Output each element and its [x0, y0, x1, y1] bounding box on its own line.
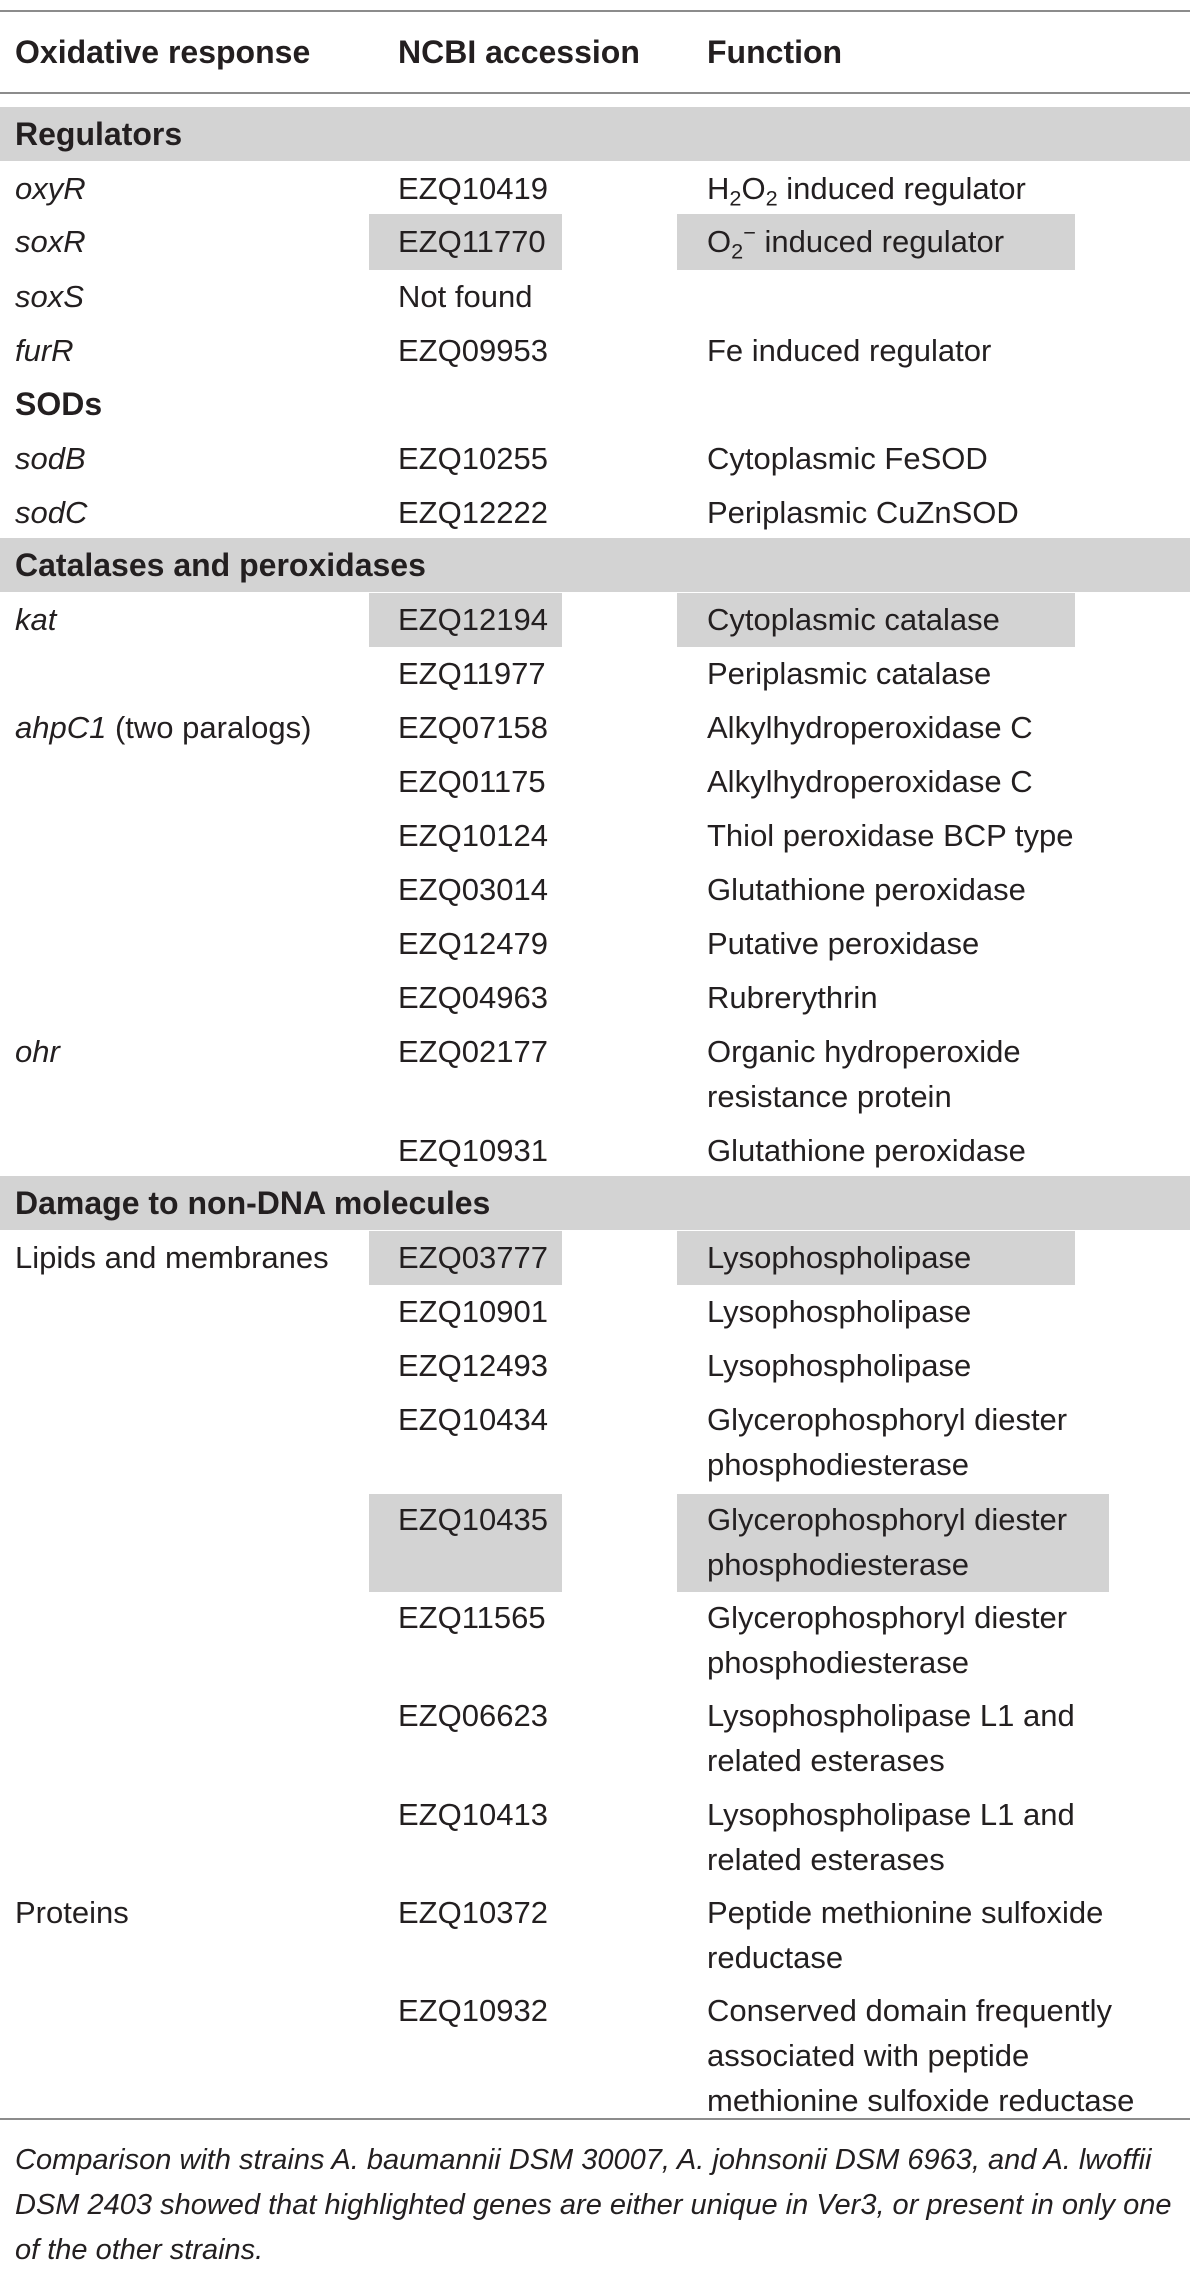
accession-cell: EZQ12194 — [398, 602, 548, 637]
accession-cell: EZQ10901 — [398, 1294, 548, 1329]
section-damage — [0, 1176, 1190, 1230]
table-row — [0, 593, 1190, 647]
table-row — [0, 1888, 1190, 1986]
table-row — [0, 1395, 1190, 1493]
bottom-rule — [0, 2118, 1190, 2120]
table-row — [0, 326, 1190, 378]
function-cell-line1: Peptide methionine sulfoxide — [707, 1895, 1104, 1930]
function-cell-line2: related esterases — [707, 1743, 945, 1778]
function-cell-line2: resistance protein — [707, 1079, 952, 1114]
function-cell-line1: Glycerophosphoryl diester — [707, 1402, 1068, 1437]
function-cell-line2: associated with peptide — [707, 2038, 1030, 2073]
accession-cell: EZQ12493 — [398, 1348, 548, 1383]
function-cell-line1: Conserved domain frequently — [707, 1993, 1112, 2028]
section-label-regulators: Regulators — [15, 116, 183, 152]
accession-cell: EZQ10413 — [398, 1797, 548, 1832]
accession-cell: EZQ01175 — [398, 764, 546, 799]
table-row — [0, 272, 1190, 324]
table-row — [0, 1593, 1190, 1691]
function-cell: Fe induced regulator — [707, 333, 992, 368]
function-cell-line2: phosphodiesterase — [707, 1447, 969, 1482]
function-cell: $O_2^-$ induced regulator — [707, 220, 1005, 264]
function-cell: Alkylhydroperoxidase C — [707, 764, 1033, 799]
table-row — [0, 703, 1190, 755]
table-header — [0, 12, 1190, 92]
accession-cell: EZQ02177 — [398, 1034, 548, 1069]
accession-cell: EZQ11977 — [398, 656, 546, 691]
accession-cell: Not found — [398, 279, 533, 314]
function-cell: Alkylhydroperoxidase C — [707, 710, 1033, 745]
accession-cell: EZQ10255 — [398, 441, 548, 476]
function-cell: Glutathione peroxidase — [707, 1133, 1026, 1168]
response-cell: furR — [15, 333, 74, 368]
function-cell: Periplasmic catalase — [707, 656, 992, 691]
accession-cell: EZQ07158 — [398, 710, 548, 745]
function-cell-line1: Lysophospholipase L1 and — [707, 1698, 1075, 1733]
function-cell-line2: related esterases — [707, 1842, 945, 1877]
accession-cell: EZQ10419 — [398, 171, 548, 206]
accession-cell: EZQ12479 — [398, 926, 548, 961]
response-cell: sodB — [15, 441, 86, 476]
function-cell: Lysophospholipase — [707, 1240, 972, 1275]
accession-cell: EZQ10435 — [398, 1502, 548, 1537]
table-row — [0, 488, 1190, 540]
accession-cell: EZQ10124 — [398, 818, 548, 853]
section-sods — [0, 377, 1190, 431]
response-cell: sodC — [15, 495, 88, 530]
response-cell: oxyR — [15, 171, 86, 206]
table-row — [0, 1691, 1190, 1789]
table-row — [0, 649, 1190, 701]
accession-cell: EZQ04963 — [398, 980, 548, 1015]
table-row — [0, 757, 1190, 809]
accession-cell: EZQ06623 — [398, 1698, 548, 1733]
table-row — [0, 1027, 1190, 1125]
accession-cell: EZQ10932 — [398, 1993, 548, 2028]
accession-cell: EZQ03777 — [398, 1240, 548, 1275]
function-cell-line3: methionine sulfoxide reductase — [707, 2083, 1135, 2118]
function-cell: Putative peroxidase — [707, 926, 980, 961]
function-cell-line2: phosphodiesterase — [707, 1645, 969, 1680]
table-row — [0, 1231, 1190, 1285]
table-footnote: Comparison with strains A. baumannii DSM 30007, A. johnsonii DSM 6963, and A. lwoffii DSM 2403 showed that highlighted genes are either unique in Ver3, or present in only one of the other strains. — [15, 2144, 1172, 2266]
header-function: Function — [707, 34, 843, 70]
function-cell: Rubrerythrin — [707, 980, 878, 1015]
function-cell: Cytoplasmic FeSOD — [707, 441, 988, 476]
table-row — [0, 214, 1190, 270]
header-ncbi-accession: NCBI accession — [398, 34, 640, 70]
table-row — [0, 1126, 1190, 1178]
table-row — [0, 811, 1190, 863]
header-oxidative-response: Oxidative response — [15, 34, 311, 70]
function-cell-line1: Glycerophosphoryl diester — [707, 1600, 1068, 1635]
table-row — [0, 434, 1190, 486]
function-cell-line1: Glycerophosphoryl diester — [707, 1502, 1068, 1537]
accession-cell: EZQ10434 — [398, 1402, 548, 1437]
function-cell: Periplasmic CuZnSOD — [707, 495, 1019, 530]
function-cell-line2: phosphodiesterase — [707, 1547, 969, 1582]
response-cell: kat — [15, 602, 57, 637]
accession-cell: EZQ10931 — [398, 1133, 548, 1168]
table-row — [0, 865, 1190, 917]
function-cell: Lysophospholipase — [707, 1348, 972, 1383]
function-cell: $H_2O_2$ induced regulator — [707, 171, 1026, 211]
accession-cell: EZQ11565 — [398, 1600, 546, 1635]
accession-cell: EZQ12222 — [398, 495, 548, 530]
function-cell: Cytoplasmic catalase — [707, 602, 1000, 637]
table-row — [0, 919, 1190, 971]
response-cell: Lipids and membranes — [15, 1240, 329, 1275]
function-cell: Thiol peroxidase BCP type — [707, 818, 1074, 853]
function-cell-line2: reductase — [707, 1940, 844, 1975]
table-row — [0, 973, 1190, 1025]
section-catalases — [0, 538, 1190, 592]
table-row — [0, 1986, 1190, 2118]
response-cell: soxS — [15, 279, 84, 314]
header-rule — [0, 92, 1190, 94]
accession-cell: EZQ03014 — [398, 872, 548, 907]
response-cell: ohr — [15, 1034, 60, 1069]
accession-cell: EZQ10372 — [398, 1895, 548, 1930]
table-row — [0, 164, 1190, 214]
function-cell: Glutathione peroxidase — [707, 872, 1026, 907]
table-row — [0, 1494, 1190, 1592]
response-cell: Proteins — [15, 1895, 129, 1930]
function-cell-line1: Lysophospholipase L1 and — [707, 1797, 1075, 1832]
section-label-catalases: Catalases and peroxidases — [15, 547, 426, 583]
section-regulators — [0, 107, 1190, 161]
function-cell-line1: Organic hydroperoxide — [707, 1034, 1021, 1069]
accession-cell: EZQ11770 — [398, 224, 546, 259]
response-cell: ahpC1 (two paralogs) — [15, 710, 312, 745]
section-label-damage: Damage to non-DNA molecules — [15, 1185, 491, 1221]
table-row — [0, 1790, 1190, 1888]
function-cell: Lysophospholipase — [707, 1294, 972, 1329]
response-cell: soxR — [15, 224, 86, 259]
section-label-sods: SODs — [15, 386, 103, 422]
table-row — [0, 1287, 1190, 1339]
accession-cell: EZQ09953 — [398, 333, 548, 368]
table-row — [0, 1341, 1190, 1393]
